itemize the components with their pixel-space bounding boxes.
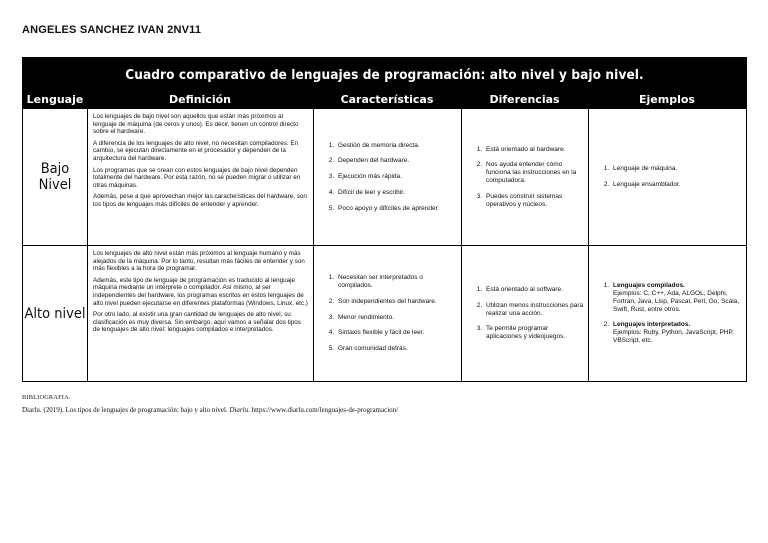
reference-source: Diarlu [229, 406, 249, 414]
row-label-alto-nivel: Alto nivel [24, 305, 86, 322]
example-category: 2. Lenguajes interpretados. [613, 321, 691, 329]
list-item: 2. Dependen del hardware. [336, 157, 457, 165]
list-item: 3. Te permite programar aplicaciones y videojuegos. [484, 325, 584, 341]
list-item: 3. Ejecución más rápida. [336, 173, 457, 181]
list-item: 3. Menor rendimiento. [336, 314, 457, 322]
differences-cell [461, 109, 588, 245]
list-item [611, 321, 742, 344]
list-item: 3. Puedes construir sistemas operativos y núcleos. [484, 193, 584, 209]
list-item: 2. Nos ayuda entender cómo funciona las instrucciones en la computadora. [484, 161, 584, 184]
list-item: 2. Lenguaje ensamblador. [611, 181, 742, 189]
list-item: 5. Gran comunidad detrás. [336, 345, 457, 353]
row-label-bajo-nivel: Bajo Nivel [38, 161, 72, 193]
definition-cell [87, 109, 313, 245]
reference-text: Diarlu. (2019). Los tipos de lenguajes de programación: bajo y alto nivel. [22, 406, 228, 414]
characteristics-cell [313, 246, 461, 381]
bibliography-reference [22, 406, 398, 414]
column-header-definicion: Definición [168, 93, 232, 106]
bibliography-heading: BIBLIOGRAFIA. [22, 394, 71, 401]
definition-paragraph: A diferencia de los lenguajes de alto nivel, no necesitan compiladores. En cambio, se ejecutan directamente en el procesador y dependen de la arquitectura del hardware. [93, 139, 299, 162]
definition-paragraph: Los programas que se crean con estos lenguajes de bajo nivel dependen totalmente del hardware. Por esta razón, no se pueden migrar o utilizar en otras máquinas. [93, 166, 301, 189]
definition-paragraph: Por otro lado, al existir una gran cantidad de lenguajes de alto nivel, su clasificación es muy diversa. Sin embargo, aquí vamos a señalar dos tipos de lenguajes de alto nivel: lenguajes compilados e interpretados. [93, 311, 301, 334]
column-header-caracteristicas: Características [340, 93, 434, 106]
list-item: 1. Está orientado al software. [484, 286, 584, 294]
reference-url: . https://www.diarlu.com/lenguajes-de-programacion/ [248, 406, 399, 414]
list-item: 4. Difícil de leer y escribir. [336, 189, 457, 197]
list-item: 4. Sintaxis flexible y fácil de leer. [336, 329, 457, 337]
definition-paragraph: Además, pese a que aprovechan mejor las características del hardware, son los tipos de lenguajes más difíciles de entender y aprender. [93, 193, 307, 208]
example-text: Ejemplos: Ruby, Python, JavaScript, PHP, VBScript, etc. [613, 329, 734, 344]
list-item: 1. Lenguaje de máquina. [611, 165, 742, 173]
list-item [611, 282, 742, 313]
column-header-lenguaje: Lenguaje [26, 93, 84, 106]
definition-cell [87, 246, 313, 381]
example-category: 1. Lenguajes compilados. [613, 282, 685, 290]
definition-paragraph: Además, este tipo de lenguaje de programación es traducido al lenguaje máquina mediante un intérprete o compilador. Así mismo, al ser independientes del hardware, los programas escritos en estos lenguajes de alto nivel pueden ejecutarse en diferentes plataformas (Windows, Linux, etc.) [93, 276, 308, 307]
author-header: ANGELES SANCHEZ IVAN 2NV11 [22, 24, 202, 36]
example-text: Ejemplos: C, C++, Ada, ALGOL, Delphi, Fortran, Java, Lisp, Pascal, Perl, Go, Scala, Swift, Rust, entre otros. [613, 290, 740, 313]
definition-paragraph: Los lenguajes de bajo nivel son aquellos que están más próximos al lenguaje de máquina (de ceros y unos). Es decir, tienen un control directo sobre el hardware. [93, 113, 299, 136]
table-header-row [23, 91, 746, 108]
table-title: Cuadro comparativo de lenguajes de programación: alto nivel y bajo nivel. [23, 58, 746, 91]
comparison-table [22, 57, 747, 382]
differences-cell [461, 246, 588, 381]
examples-cell [588, 109, 746, 245]
list-item: 1. Gestión de memoria directa. [336, 142, 457, 150]
list-item: 2. Son independientes del hardware. [336, 298, 457, 306]
characteristics-cell [313, 109, 461, 245]
column-header-ejemplos: Ejemplos [639, 93, 695, 106]
column-header-diferencias: Diferencias [489, 93, 560, 106]
table-row-bajo-nivel [23, 108, 746, 245]
table-row-alto-nivel [23, 245, 746, 381]
list-item: 1. Necesitan ser interpretados o compilados. [336, 274, 457, 290]
definition-paragraph: Los lenguajes de alto nivel están más próximos al lenguaje humano y más alejados de la máquina. Por lo tanto, resultan más fáciles de entender y son más flexibles a la hora de programar. [93, 250, 305, 273]
list-item: 1. Está orientado al hardware. [484, 146, 584, 154]
examples-cell [588, 246, 746, 381]
list-item: 2. Utilizan menos instrucciones para realizar una acción. [484, 302, 584, 318]
list-item: 5. Poco apoyo y difíciles de aprender. [336, 205, 457, 213]
